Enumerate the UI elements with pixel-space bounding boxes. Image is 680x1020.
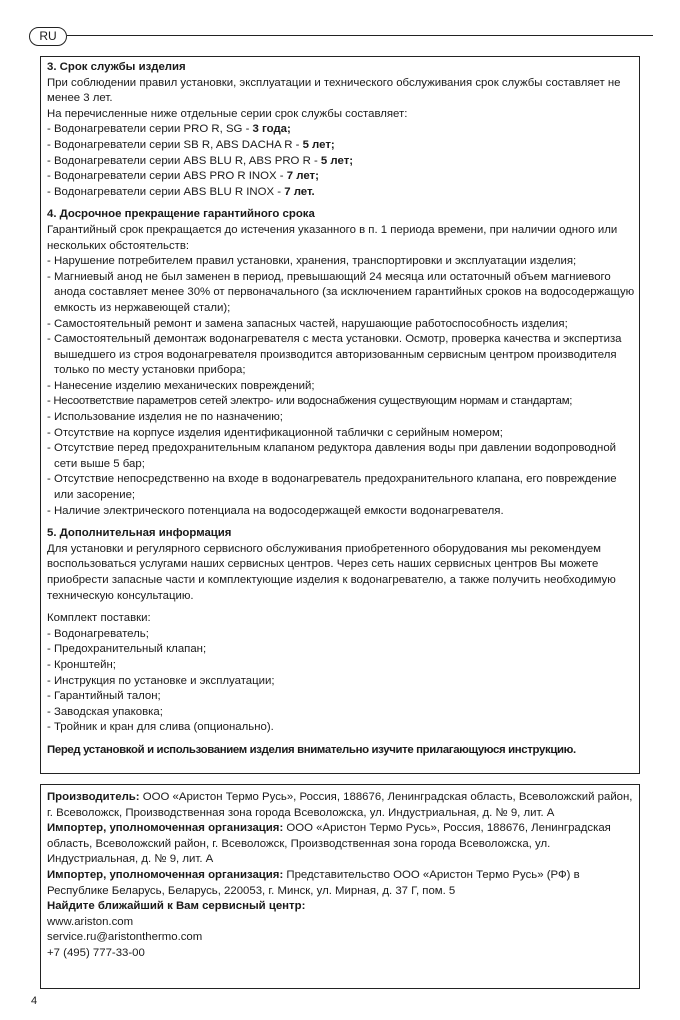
page-number: 4 bbox=[31, 995, 38, 1007]
kit-item: - Инструкция по установке и эксплуатации; bbox=[47, 674, 275, 687]
service-life-item: - Водонагреватели серии ABS PRO R INOX - 7 лет; bbox=[47, 170, 319, 183]
phone-number[interactable]: +7 (495) 777-33-00 bbox=[47, 946, 145, 959]
section-5-title: 5. Дополнительная информация bbox=[47, 527, 232, 540]
section-3-title: 3. Срок службы изделия bbox=[47, 61, 186, 73]
section-4-intro: Гарантийный срок прекращается до истечения указанного в п. 1 периода времени, при наличии одного или нескольких обстоятельств: bbox=[47, 223, 618, 252]
termination-item: - Нанесение изделию механических повреждений; bbox=[47, 379, 315, 392]
service-life-item: - Водонагреватели серии ABS BLU R INOX - 7 лет. bbox=[47, 185, 315, 198]
website-link[interactable]: www.ariston.com bbox=[47, 915, 134, 928]
section-early-termination bbox=[47, 207, 639, 519]
importer-info: Импортер, уполномоченная организация: Представительство ООО «Аристон Термо Русь» (РФ) в Республике Беларусь, Беларусь, 220053, г. Минск, ул. Мирная, д. 37 Г, пом. 5 bbox=[47, 868, 580, 897]
termination-item: - Отсутствие непосредственно на входе в водонагреватель предохранительного клапана, его повреждение или засорение; bbox=[47, 473, 617, 502]
service-life-item: - Водонагреватели серии SB R, ABS DACHA R - 5 лет; bbox=[47, 138, 335, 151]
importer-info: Импортер, уполномоченная организация: ООО «Аристон Термо Русь», Россия, 188676, Ленинградская область, Всеволожский район, г. Всеволожск, Производственная зона города Всеволожска, ул. Индустриальная, д. № 9, лит. А bbox=[47, 822, 611, 866]
termination-item: - Самостоятельный ремонт и замена запасных частей, нарушающие работоспособность изделия; bbox=[47, 317, 568, 330]
kit-item: - Тройник и кран для слива (опционально). bbox=[47, 721, 274, 734]
section-3-intro: При соблюдении правил установки, эксплуатации и технического обслуживания срок службы составляет не менее 3 лет. bbox=[47, 76, 621, 105]
section-4-title: 4. Досрочное прекращение гарантийного срока bbox=[47, 208, 315, 221]
kit-item: - Заводская упаковка; bbox=[47, 705, 163, 718]
kit-item: - Водонагреватель; bbox=[47, 627, 149, 640]
instruction-warning: Перед установкой и использованием изделия внимательно изучите прилагающуюся инструкцию. bbox=[47, 743, 576, 756]
termination-item: - Магниевый анод не был заменен в период, превышающий 24 месяца или остаточный объем магниевого анода составляет менее 30% от первоначального (за исключением гарантийных сроков на водосодержащую емкость из нержавеющей стали); bbox=[47, 270, 635, 314]
section-3-series-intro: На перечисленные ниже отдельные серии срок службы составляет: bbox=[47, 107, 408, 120]
termination-item: - Наличие электрического потенциала на водосодержащей емкости водонагревателя. bbox=[47, 504, 504, 517]
termination-item: - Отсутствие на корпусе изделия идентификационной таблички с серийным номером; bbox=[47, 426, 503, 439]
section-additional-info bbox=[47, 526, 639, 758]
warranty-terms-box bbox=[40, 56, 640, 774]
termination-item: - Самостоятельный демонтаж водонагревателя с места установки. Осмотр, проверка качества и экспертиза вышедшего из строя водонагревателя производится авторизованным сервисным центром производителя только по месту установки прибора; bbox=[47, 333, 622, 377]
manufacturer-info-box bbox=[40, 784, 640, 989]
termination-item: - Нарушение потребителем правил установки, хранения, транспортировки и эксплуатации изделия; bbox=[47, 255, 577, 268]
email-link[interactable]: service.ru@aristonthermo.com bbox=[47, 931, 203, 944]
kit-item: - Гарантийный талон; bbox=[47, 690, 161, 703]
header-divider bbox=[67, 35, 653, 36]
language-badge: RU bbox=[29, 27, 67, 46]
kit-title: Комплект поставки: bbox=[47, 612, 151, 625]
termination-item: - Отсутствие перед предохранительным клапаном редуктора давления воды при давлении водопроводной сети выше 5 бар; bbox=[47, 442, 617, 470]
termination-item: - Несоответствие параметров сетей электро- или водоснабжения существующим нормам и стандартам; bbox=[47, 395, 573, 408]
section-service-life bbox=[47, 60, 639, 200]
kit-item: - Предохранительный клапан; bbox=[47, 643, 207, 656]
manufacturer-info: Производитель: ООО «Аристон Термо Русь», Россия, 188676, Ленинградская область, Всеволожский район, г. Всеволожск, Производственная зона города Всеволожска, ул. Индустриальная, д. № 9, лит. А bbox=[47, 791, 633, 819]
kit-item: - Кронштейн; bbox=[47, 658, 116, 671]
service-life-item: - Водонагреватели серии ABS BLU R, ABS PRO R - 5 лет; bbox=[47, 154, 354, 167]
termination-item: - Использование изделия не по назначению; bbox=[47, 411, 283, 424]
service-life-item: - Водонагреватели серии PRO R, SG - 3 года; bbox=[47, 123, 291, 136]
service-center-title: Найдите ближайший к Вам сервисный центр: bbox=[47, 900, 306, 913]
section-5-intro: Для установки и регулярного сервисного обслуживания приобретенного оборудования мы рекомендуем воспользоваться услугами наших сервисных центров. Через сеть наших сервисных центров Вы можете приобрести запасные части и комплектующие изделия к водонагревателю, а также получить необходимую техническую консультацию. bbox=[47, 542, 616, 602]
